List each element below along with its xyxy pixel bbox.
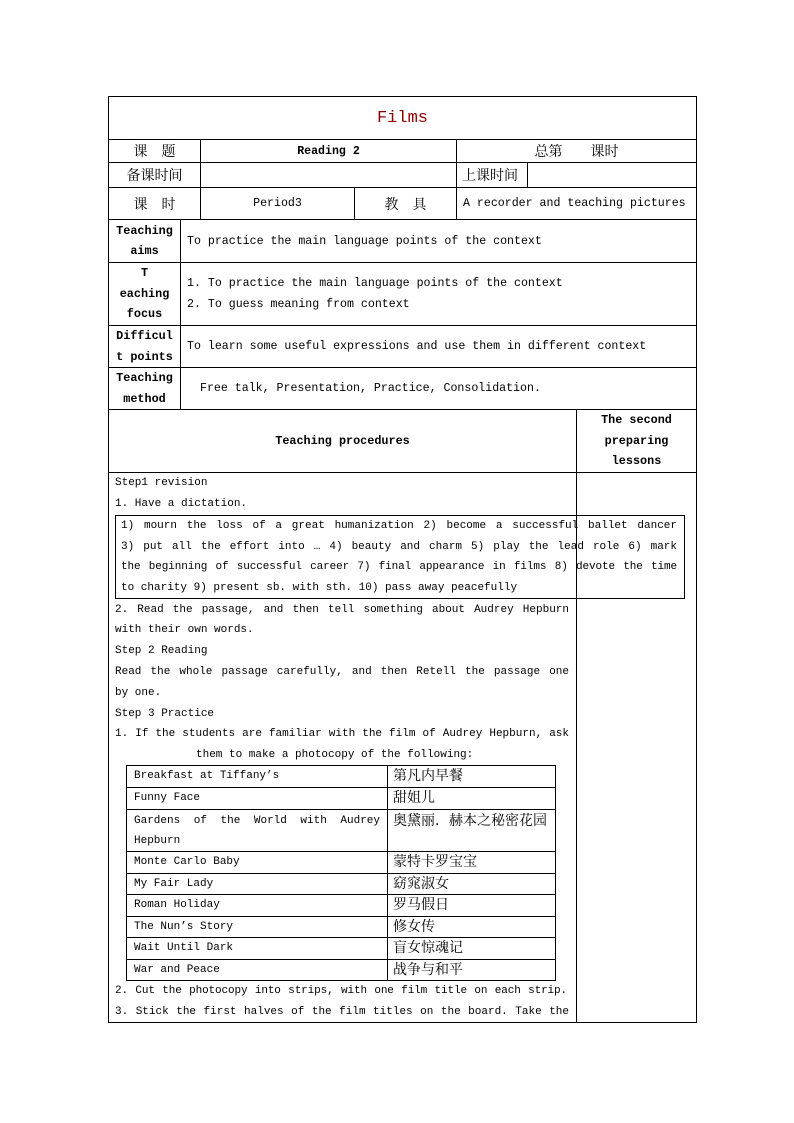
aims-label-line: Teaching (116, 223, 173, 238)
film-zh-cell (387, 787, 556, 810)
step2-line: by one. (115, 687, 162, 699)
topic-value: Reading 2 (297, 144, 360, 158)
film-zh-title: 盲女惊魂记 (393, 940, 463, 956)
topic-value-cell (200, 139, 457, 163)
topic-label-cell (108, 139, 201, 163)
method-label-line: method (123, 391, 166, 406)
total-period-cell (456, 139, 697, 163)
topic-label: 课 题 (133, 144, 176, 160)
focus-content-cell (180, 262, 697, 326)
period-value-cell (200, 187, 355, 220)
aids-label-cell (354, 187, 457, 220)
title-cell (108, 96, 697, 140)
procedures-header: Teaching procedures (275, 433, 410, 448)
film-en-cell (126, 959, 388, 981)
film-zh-title: 修女传 (393, 919, 435, 935)
film-en-cell (126, 851, 388, 874)
film-zh-cell (387, 937, 556, 960)
difficult-content-cell (180, 325, 697, 368)
step1-title: Step1 revision (115, 477, 208, 489)
aids-value: A recorder and teaching pictures (463, 197, 686, 210)
second-preparing-line: lessons (611, 454, 662, 469)
class-time-label-cell (456, 162, 528, 188)
film-zh-cell (387, 959, 556, 981)
film-zh-title: 奥黛丽．赫本之秘密花园 (393, 813, 547, 829)
difficult-label-cell (108, 325, 181, 368)
total-period-label: 总第 课时 (534, 144, 619, 160)
film-en-title: Wait Until Dark (134, 942, 234, 954)
film-en-title: Funny Face (134, 792, 201, 804)
period-label-cell (108, 187, 201, 220)
step3-title: Step 3 Practice (115, 708, 215, 720)
difficult-content: To learn some useful expressions and use them in different context (187, 340, 647, 353)
film-en-title: The Nun’s Story (134, 921, 234, 933)
page-title: Films (376, 108, 428, 128)
step3-item3: 3. Stick the first halves of the film titles on the board. Take the (115, 1006, 569, 1018)
film-zh-title: 蒙特卡罗宝宝 (393, 854, 477, 870)
film-zh-title: 罗马假日 (393, 897, 449, 913)
dictation-line: 3) put all the effort into … 4) beauty and charm 5) play the lead role 6) mark (121, 541, 677, 553)
step1-item2-line: with their own words. (115, 624, 254, 636)
focus-label-line: focus (126, 307, 163, 322)
film-zh-title: 窈窕淑女 (393, 876, 449, 892)
step1-item1: 1. Have a dictation. (115, 498, 248, 510)
film-zh-title: 甜姐儿 (393, 790, 435, 806)
focus-item: 2. To guess meaning from context (187, 298, 410, 311)
dictation-line: to charity 9) present sb. with sth. 10) pass away peacefully (121, 582, 518, 594)
focus-label-line: T (140, 266, 149, 281)
prep-time-value-cell (200, 162, 457, 188)
aids-label: 教 具 (384, 196, 427, 213)
film-en-title: Breakfast at Tiffany’s (134, 770, 280, 782)
film-en-cell (126, 937, 388, 960)
film-zh-title: 第凡内早餐 (393, 768, 463, 784)
class-time-label: 上课时间 (462, 168, 518, 184)
film-zh-cell (387, 765, 556, 788)
period-value: Period3 (253, 197, 302, 210)
period-label: 课 时 (133, 196, 176, 213)
aims-content: To practice the main language points of the context (187, 234, 542, 248)
method-content: Free talk, Presentation, Practice, Consolidation. (200, 382, 541, 395)
second-preparing-line: preparing (604, 433, 669, 448)
film-en-title: Gardens of the World with Audrey (134, 815, 380, 827)
film-en-cell (126, 894, 388, 917)
step1-item2-line: 2. Read the passage, and then tell something about Audrey Hepburn (115, 604, 569, 616)
film-zh-cell (387, 873, 556, 895)
step3-item1-line: them to make a photocopy of the following: (196, 749, 474, 761)
film-zh-cell (387, 809, 556, 852)
dictation-line: 1) mourn the loss of a great humanization 2) become a successful ballet dancer (121, 520, 677, 532)
film-en-title: War and Peace (134, 964, 220, 976)
method-label-cell (108, 367, 181, 410)
dictation-line: the beginning of successful career 7) final appearance in films 8) devote the time (121, 561, 677, 573)
aids-value-cell (456, 187, 697, 220)
prep-time-label-cell (108, 162, 201, 188)
method-label-line: Teaching (116, 371, 173, 385)
film-en-title: My Fair Lady (134, 878, 214, 890)
class-time-value-cell (527, 162, 697, 188)
difficult-label-line: t points (116, 349, 173, 364)
procedures-header-cell (108, 409, 577, 473)
aims-label-line: aims (130, 244, 159, 258)
prep-time-label: 备课时间 (126, 168, 183, 184)
step3-item2: 2. Cut the photocopy into strips, with one film title on each strip. (115, 985, 567, 997)
aims-label-cell (108, 219, 181, 263)
film-en-cell (126, 787, 388, 810)
film-en-cell (126, 765, 388, 788)
film-en-title: Monte Carlo Baby (134, 856, 240, 868)
film-zh-cell (387, 916, 556, 938)
film-en-cell (126, 873, 388, 895)
focus-label-line: eaching (119, 286, 170, 301)
film-en-title: Roman Holiday (134, 899, 220, 911)
film-zh-cell (387, 851, 556, 874)
focus-label-cell (108, 262, 181, 326)
film-en-title-cont: Hepburn (134, 835, 181, 847)
film-zh-title: 战争与和平 (393, 962, 463, 978)
difficult-label-line: Difficul (116, 329, 173, 343)
aims-content-cell (180, 219, 697, 263)
method-content-cell (180, 367, 697, 410)
step3-item1-line: 1. If the students are familiar with the film of Audrey Hepburn, ask (115, 728, 569, 740)
second-preparing-header-cell (576, 409, 697, 473)
step2-line: Read the whole passage carefully, and then Retell the passage one (115, 666, 569, 678)
step2-title: Step 2 Reading (115, 645, 208, 657)
film-en-cell (126, 809, 388, 852)
film-en-cell (126, 916, 388, 938)
film-zh-cell (387, 894, 556, 917)
focus-item: 1. To practice the main language points of the context (187, 277, 563, 290)
second-preparing-line: The second (601, 413, 672, 428)
